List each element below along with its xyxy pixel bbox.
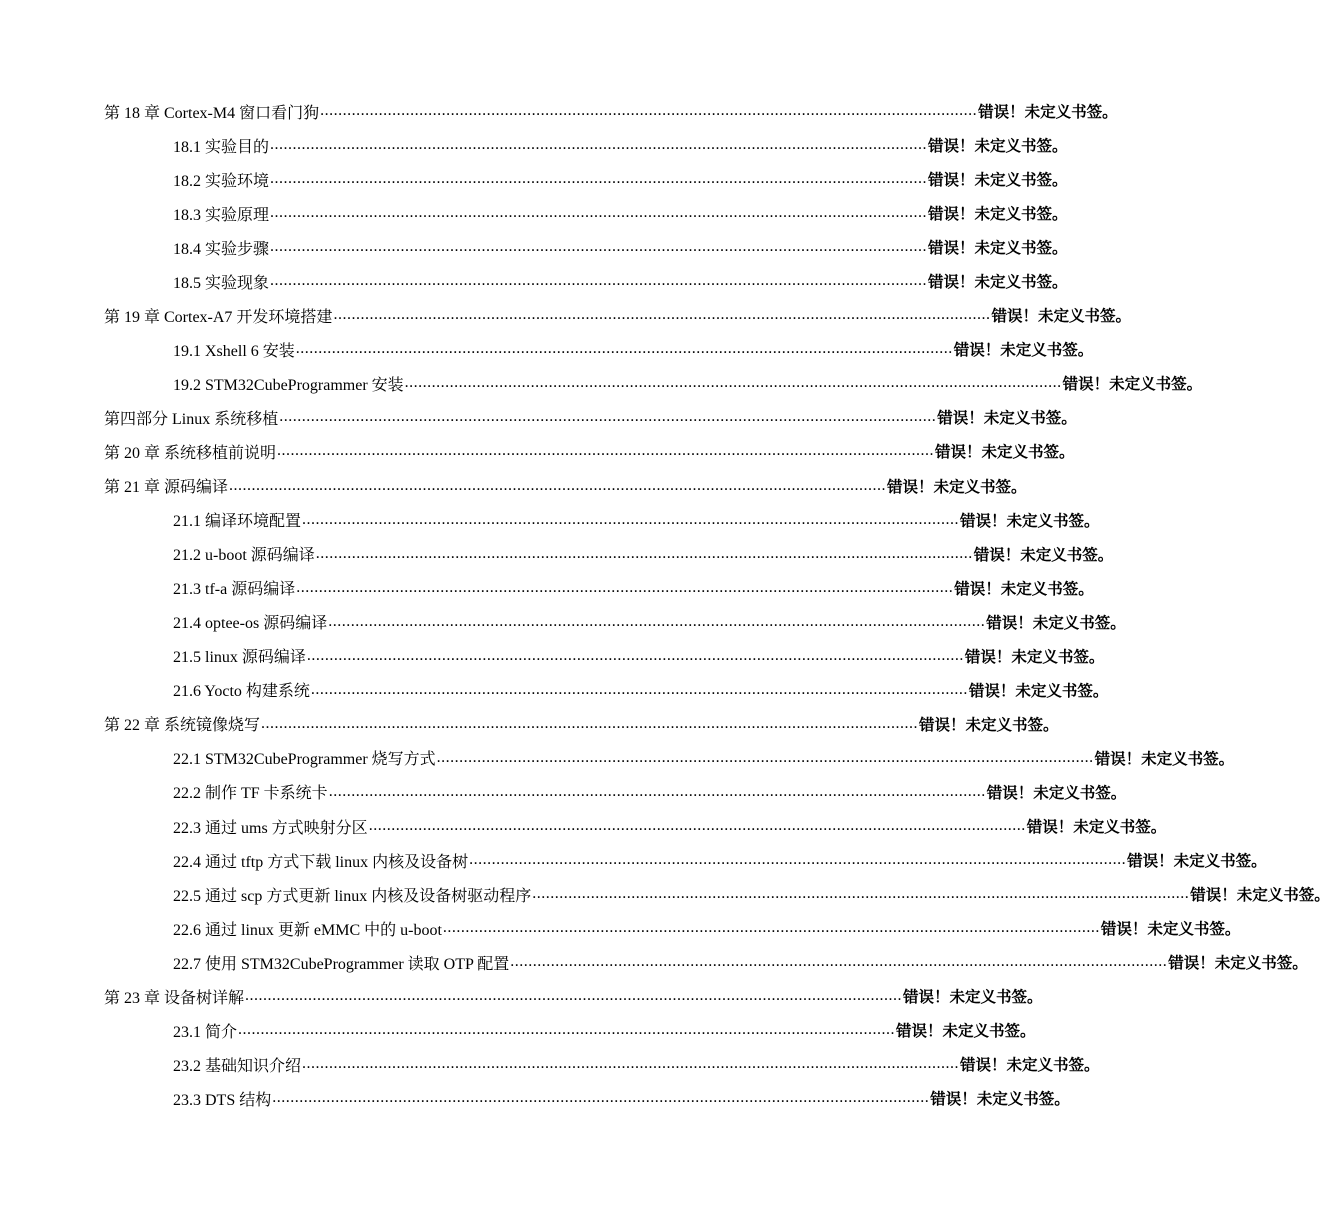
toc-entry-title: 23.2 基础知识介绍 [173, 1057, 302, 1075]
dot-leader: .................................................................................................................................................. [306, 646, 964, 664]
dot-leader: .................................................................................................................................................. [295, 340, 953, 358]
toc-section-entry[interactable] [0, 332, 1094, 366]
toc-section-entry[interactable] [0, 843, 1267, 877]
dot-leader: .................................................................................................................................................. [270, 204, 928, 222]
dot-leader: .................................................................................................................................................. [270, 238, 928, 256]
toc-section-entry[interactable] [0, 1047, 1100, 1081]
toc-page-reference: 错误！未定义书签。 [960, 511, 1100, 530]
toc-page-reference: 错误！未定义书签。 [986, 783, 1127, 802]
toc-page-reference: 错误！未定义书签。 [928, 171, 1068, 190]
dot-leader: .................................................................................................................................................. [404, 374, 1062, 392]
dot-leader: .................................................................................................................................................. [442, 919, 1100, 937]
toc-page-reference: 错误！未定义书签。 [928, 137, 1068, 156]
toc-section-entry[interactable] [0, 196, 1068, 230]
toc-section-entry[interactable] [0, 877, 1330, 911]
toc-section-entry[interactable] [0, 639, 1105, 673]
toc-section-entry[interactable] [0, 128, 1068, 162]
dot-leader: .................................................................................................................................................. [436, 748, 1094, 766]
toc-page-reference: 错误！未定义书签。 [1026, 818, 1167, 836]
toc-section-entry[interactable] [0, 230, 1068, 264]
toc-page-reference: 错误！未定义书签。 [960, 1056, 1100, 1075]
toc-page-reference: 错误！未定义书签。 [928, 239, 1068, 258]
dot-leader: .................................................................................................................................................. [320, 102, 978, 120]
toc-entry-title: 18.4 实验步骤 [173, 240, 270, 258]
toc-page-reference: 错误！未定义书签。 [968, 681, 1109, 700]
toc-chapter-entry[interactable] [0, 979, 1043, 1013]
toc-section-entry[interactable] [0, 503, 1100, 537]
dot-leader: .................................................................................................................................................. [279, 408, 937, 426]
toc-page-reference: 错误！未定义书签。 [1127, 852, 1267, 871]
toc-page-reference: 错误！未定义书签。 [978, 103, 1118, 122]
toc-entry-title: 21.1 编译环境配置 [173, 513, 302, 531]
toc-entry-title: 18.2 实验环境 [173, 172, 270, 190]
toc-page-reference: 错误！未定义书签。 [1062, 375, 1203, 394]
toc-page-reference: 错误！未定义书签。 [991, 307, 1131, 326]
toc-page-reference: 错误！未定义书签。 [1190, 886, 1330, 905]
toc-page-reference: 错误！未定义书签。 [986, 613, 1126, 632]
toc-entry-title: 18.1 实验目的 [173, 138, 270, 156]
dot-leader: .................................................................................................................................................. [368, 817, 1026, 834]
dot-leader: .................................................................................................................................................. [270, 136, 928, 154]
toc-entry-title: 18.5 实验现象 [173, 274, 270, 292]
toc-entry-title: 22.7 使用 STM32CubeProgrammer 读取 OTP 配置 [173, 955, 510, 973]
toc-section-entry[interactable] [0, 775, 1127, 809]
toc-page-reference: 错误！未定义书签。 [973, 545, 1114, 564]
dot-leader: .................................................................................................................................................. [261, 714, 919, 732]
toc-page-reference: 错误！未定义书签。 [1094, 749, 1235, 768]
toc-entry-title: 第 21 章 源码编译 [104, 479, 229, 497]
toc-section-entry[interactable] [0, 264, 1068, 298]
toc-page-reference: 错误！未定义书签。 [928, 205, 1068, 224]
dot-leader: .................................................................................................................................................. [229, 476, 887, 494]
dot-leader: .................................................................................................................................................. [272, 1089, 930, 1107]
toc-chapter-entry[interactable] [0, 434, 1075, 468]
toc-page-reference: 错误！未定义书签。 [935, 443, 1075, 462]
toc-section-entry[interactable] [0, 809, 1167, 843]
toc-chapter-entry[interactable] [0, 707, 1059, 741]
dot-leader: .................................................................................................................................................. [270, 170, 928, 188]
toc-section-entry[interactable] [0, 741, 1235, 775]
toc-page-reference: 错误！未定义书签。 [930, 1090, 1070, 1109]
toc-entry-title: 第 20 章 系统移植前说明 [104, 444, 277, 462]
toc-entry-title: 第 18 章 Cortex-M4 窗口看门狗 [104, 104, 320, 122]
toc-entry-title: 21.3 tf-a 源码编译 [173, 581, 296, 599]
toc-entry-title: 23.3 DTS 结构 [173, 1091, 272, 1109]
toc-entry-title: 21.4 optee-os 源码编译 [173, 615, 328, 633]
toc-entry-title: 19.1 Xshell 6 安装 [173, 342, 295, 360]
toc-entry-title: 第 22 章 系统镜像烧写 [104, 717, 261, 735]
toc-section-entry[interactable] [0, 571, 1094, 605]
toc-chapter-entry[interactable] [0, 298, 1131, 332]
dot-leader: .................................................................................................................................................. [302, 1055, 960, 1073]
toc-page-reference: 错误！未定义书签。 [903, 988, 1043, 1007]
toc-chapter-entry[interactable] [0, 94, 1118, 128]
dot-leader: .................................................................................................................................................. [328, 782, 986, 800]
toc-page-reference: 错误！未定义书签。 [896, 1022, 1036, 1041]
dot-leader: .................................................................................................................................................. [296, 578, 954, 596]
toc-section-entry[interactable] [0, 537, 1114, 571]
toc-page-reference: 错误！未定义书签。 [919, 715, 1059, 734]
toc-entry-title: 21.5 linux 源码编译 [173, 649, 306, 667]
toc-section-entry[interactable] [0, 945, 1308, 979]
toc-section-entry[interactable] [0, 1081, 1070, 1115]
toc-page-reference: 错误！未定义书签。 [887, 477, 1027, 496]
dot-leader: .................................................................................................................................................. [245, 987, 903, 1005]
dot-leader: .................................................................................................................................................. [238, 1021, 896, 1039]
toc-page-reference: 错误！未定义书签。 [964, 647, 1105, 666]
table-of-contents [0, 94, 1330, 1115]
toc-entry-title: 第 19 章 Cortex-A7 开发环境搭建 [104, 308, 333, 326]
toc-section-entry[interactable] [0, 673, 1109, 707]
toc-entry-title: 21.6 Yocto 构建系统 [173, 683, 310, 701]
toc-entry-title: 19.2 STM32CubeProgrammer 安装 [173, 376, 404, 394]
toc-entry-title: 第 23 章 设备树详解 [104, 989, 245, 1007]
toc-page-reference: 错误！未定义书签。 [1168, 954, 1308, 973]
dot-leader: .................................................................................................................................................. [510, 953, 1168, 971]
toc-entry-title: 22.5 通过 scp 方式更新 linux 内核及设备树驱动程序 [173, 887, 532, 905]
toc-section-entry[interactable] [0, 162, 1068, 196]
toc-page-reference: 错误！未定义书签。 [953, 341, 1094, 360]
toc-chapter-entry[interactable] [0, 469, 1027, 503]
toc-section-entry[interactable] [0, 366, 1203, 400]
dot-leader: .................................................................................................................................................. [277, 442, 935, 460]
toc-entry-title: 23.1 简介 [173, 1023, 238, 1041]
toc-section-entry[interactable] [0, 605, 1126, 639]
dot-leader: .................................................................................................................................................. [315, 544, 973, 562]
toc-section-entry[interactable] [0, 1013, 1036, 1047]
toc-entry-title: 22.1 STM32CubeProgrammer 烧写方式 [173, 751, 436, 769]
dot-leader: .................................................................................................................................................. [333, 306, 991, 324]
toc-page-reference: 错误！未定义书签。 [937, 409, 1077, 428]
toc-page-reference: 错误！未定义书签。 [954, 579, 1094, 598]
toc-entry-title: 21.2 u-boot 源码编译 [173, 547, 315, 565]
toc-entry-title: 18.3 实验原理 [173, 206, 270, 224]
dot-leader: .................................................................................................................................................. [310, 680, 968, 698]
toc-section-entry[interactable] [0, 911, 1241, 945]
toc-entry-title: 22.4 通过 tftp 方式下载 linux 内核及设备树 [173, 853, 469, 871]
toc-entry-title: 22.3 通过 ums 方式映射分区 [173, 819, 368, 837]
dot-leader: .................................................................................................................................................. [328, 612, 986, 630]
toc-chapter-entry[interactable] [0, 400, 1077, 434]
toc-entry-title: 22.6 通过 linux 更新 eMMC 中的 u-boot [173, 921, 442, 939]
toc-entry-title: 第四部分 Linux 系统移植 [104, 410, 279, 428]
dot-leader: .................................................................................................................................................. [270, 272, 928, 290]
dot-leader: .................................................................................................................................................. [532, 885, 1190, 903]
toc-page-reference: 错误！未定义书签。 [1100, 920, 1241, 939]
toc-page-reference: 错误！未定义书签。 [928, 273, 1068, 292]
toc-entry-title: 22.2 制作 TF 卡系统卡 [173, 785, 328, 803]
dot-leader: .................................................................................................................................................. [469, 851, 1127, 869]
dot-leader: .................................................................................................................................................. [302, 510, 960, 528]
